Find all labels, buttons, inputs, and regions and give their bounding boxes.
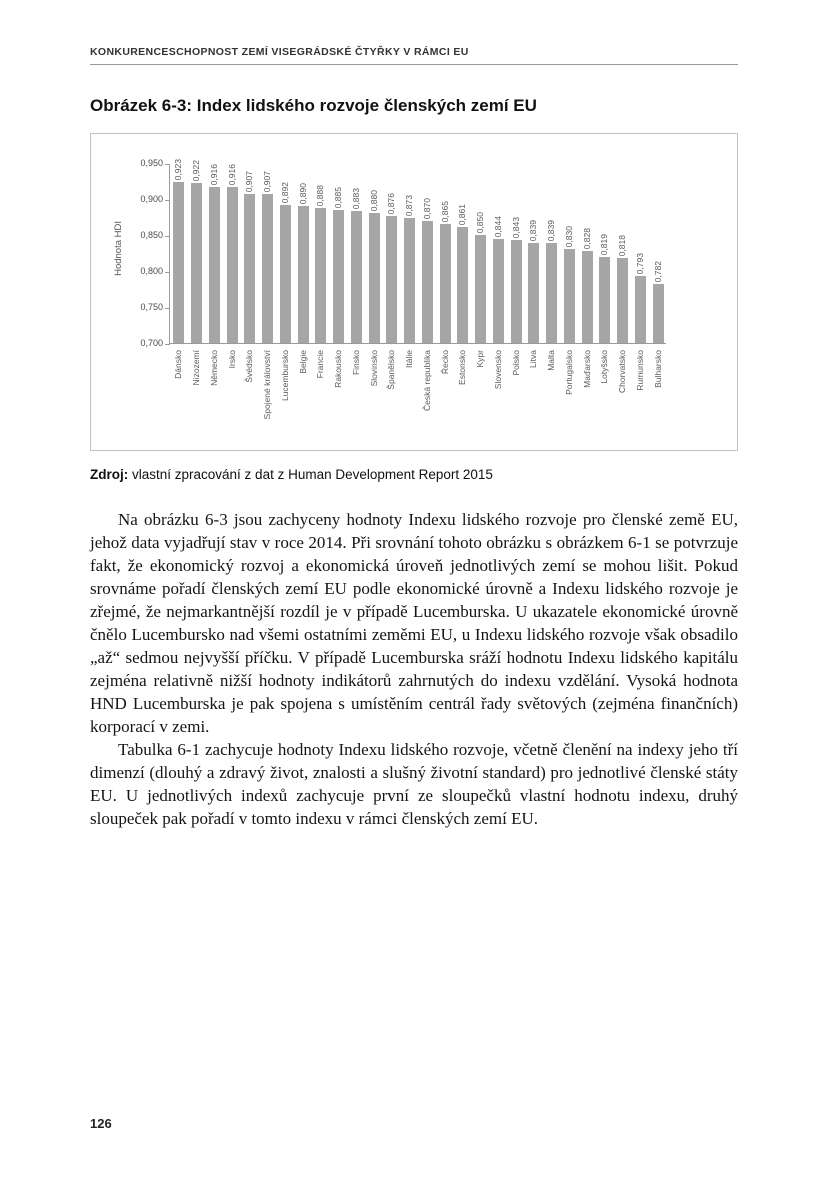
y-tick-label: 0,950 xyxy=(140,158,163,168)
chart-bar xyxy=(528,243,539,343)
chart-bar xyxy=(191,183,202,343)
figure-title: Obrázek 6-3: Index lidského rozvoje členských zemí EU xyxy=(90,96,537,115)
y-axis-title: Hodnota HDI xyxy=(113,221,124,276)
source-text: vlastní zpracování z dat z Human Development Report 2015 xyxy=(128,467,493,482)
bar-value-label: 0,850 xyxy=(475,211,486,233)
bar-value-label: 0,830 xyxy=(563,225,574,247)
chart-bar xyxy=(369,213,380,343)
bar-value-label: 0,873 xyxy=(404,194,415,216)
bar-value-label: 0,888 xyxy=(315,184,326,206)
header-rule xyxy=(90,64,738,65)
y-tick-mark xyxy=(165,308,170,309)
category-label: Litva xyxy=(528,350,539,368)
bar-value-label: 0,923 xyxy=(173,158,184,180)
bar-value-label: 0,843 xyxy=(510,216,521,238)
bar-value-label: 0,818 xyxy=(617,234,628,256)
bar-value-label: 0,916 xyxy=(226,163,237,185)
chart-bar xyxy=(457,227,468,343)
category-label: Malta xyxy=(546,350,557,371)
bar-value-label: 0,844 xyxy=(492,215,503,237)
bar-value-label: 0,922 xyxy=(191,159,202,181)
category-label: Slovensko xyxy=(492,350,503,390)
category-label: Finsko xyxy=(350,350,361,376)
bar-value-label: 0,839 xyxy=(546,219,557,241)
chart-plot xyxy=(169,158,666,420)
category-label: Portugalsko xyxy=(563,350,574,395)
bar-value-label: 0,883 xyxy=(350,187,361,209)
category-label: Kypr xyxy=(475,350,486,368)
bar-value-label: 0,907 xyxy=(262,170,273,192)
bar-value-label: 0,890 xyxy=(297,182,308,204)
category-label: Řecko xyxy=(439,350,450,375)
source-line xyxy=(90,467,738,482)
bar-value-label: 0,907 xyxy=(244,170,255,192)
category-label: Polsko xyxy=(510,350,521,376)
chart-bar xyxy=(404,218,415,343)
page-number: 126 xyxy=(90,1116,112,1131)
category-label: Lotyšsko xyxy=(599,350,610,384)
y-tick-label: 0,700 xyxy=(140,338,163,348)
bar-value-label: 0,828 xyxy=(581,227,592,249)
category-label: Itálie xyxy=(404,350,415,368)
y-tick-mark xyxy=(165,272,170,273)
category-label: Slovinsko xyxy=(368,350,379,387)
category-label: Nizozemí xyxy=(191,350,202,386)
y-tick-mark xyxy=(165,164,170,165)
y-tick-label: 0,800 xyxy=(140,266,163,276)
chart-bar xyxy=(493,239,504,343)
category-label: Irsko xyxy=(226,350,237,369)
category-label: Dánsko xyxy=(173,350,184,379)
bar-value-label: 0,865 xyxy=(439,200,450,222)
chart-bar xyxy=(333,210,344,343)
category-label: Česká republika xyxy=(421,350,432,411)
running-header: KONKURENCESCHOPNOST ZEMÍ VISEGRÁDSKÉ ČTYŘKY V RÁMCI EU xyxy=(90,46,469,58)
y-tick-mark xyxy=(165,200,170,201)
category-label: Bulharsko xyxy=(652,350,663,388)
y-tick-mark xyxy=(165,236,170,237)
chart-bar xyxy=(315,208,326,343)
source-label: Zdroj: xyxy=(90,467,129,482)
bar-value-label: 0,876 xyxy=(386,192,397,214)
category-label: Lucembursko xyxy=(279,350,290,402)
chart-bar xyxy=(582,251,593,343)
chart-bar xyxy=(298,206,309,343)
bar-value-label: 0,782 xyxy=(652,260,663,282)
chart-bar xyxy=(262,194,273,343)
chart-bar xyxy=(635,276,646,343)
chart-bar xyxy=(173,182,184,343)
chart-bar xyxy=(280,205,291,343)
category-label: Německo xyxy=(208,350,219,386)
chart-bar xyxy=(653,284,664,343)
category-label: Španělsko xyxy=(386,350,397,390)
bar-value-label: 0,880 xyxy=(368,189,379,211)
chart-bar xyxy=(422,221,433,343)
y-tick-label: 0,850 xyxy=(140,230,163,240)
category-label: Estonsko xyxy=(457,350,468,385)
chart-bar xyxy=(617,258,628,343)
chart-bar xyxy=(475,235,486,343)
chart-bar xyxy=(546,243,557,343)
category-label: Spojené království xyxy=(262,350,273,420)
y-tick-label: 0,900 xyxy=(140,194,163,204)
paragraph: Na obrázku 6-3 jsou zachyceny hodnoty Indexu lidského rozvoje pro členské země EU, jehož data vyjadřují stav v roce 2014. Při srovnání tohoto obrázku s obrázkem 6-1 se potvrzuje fakt, že ekonomický rozvoj a ekonomická úroveň jednotlivých zemí se mohou lišit. Pokud srovnáme pořadí členských zemí EU podle ekonomické úrovně a Indexu lidského rozvoje je zřejmé, že nejmarkantnější rozdíl je v případě Lucemburska. U ukazatele ekonomické úrovně čnělo Lucembursko nad všemi ostatními zeměmi EU, u Indexu lidského rozvoje však obsadilo „až“ sedmou nejvyšší příčku. V případě Lucemburska sráží hodnotu Indexu lidského kapitálu zejména relativně nižší hodnoty indikátorů zahrnutých do indexu vzdělání. Vysoká hodnota HND Lucemburska je pak spojena s umístěním centrál řady světových (zejména finančních) korporací v zemi. xyxy=(90,510,738,736)
chart-bar xyxy=(386,216,397,343)
category-label: Chorvatsko xyxy=(617,350,628,393)
bar-value-label: 0,819 xyxy=(599,233,610,255)
bar-value-label: 0,793 xyxy=(634,252,645,274)
bar-value-label: 0,916 xyxy=(208,163,219,185)
chart-bar xyxy=(209,187,220,343)
bar-value-label: 0,870 xyxy=(421,197,432,219)
bar-value-label: 0,885 xyxy=(333,186,344,208)
y-tick-mark xyxy=(165,344,170,345)
chart-bar xyxy=(564,249,575,343)
chart-bar xyxy=(227,187,238,343)
chart-bar xyxy=(440,224,451,343)
bar-value-label: 0,861 xyxy=(457,203,468,225)
chart-bar xyxy=(244,194,255,343)
hdi-bar-chart xyxy=(90,133,738,451)
bar-value-label: 0,839 xyxy=(528,219,539,241)
chart-bar xyxy=(351,211,362,343)
chart-bar xyxy=(511,240,522,343)
category-label: Švédsko xyxy=(244,350,255,383)
y-tick-label: 0,750 xyxy=(140,302,163,312)
category-label: Rumunsko xyxy=(634,350,645,391)
category-label: Rakousko xyxy=(333,350,344,388)
chart-bar xyxy=(599,257,610,343)
body-text xyxy=(90,508,738,830)
category-label: Maďarsko xyxy=(581,350,592,388)
category-label: Francie xyxy=(315,350,326,379)
category-label: Belgie xyxy=(297,350,308,374)
bar-value-label: 0,892 xyxy=(279,181,290,203)
paragraph: Tabulka 6-1 zachycuje hodnoty Indexu lidského rozvoje, včetně členění na indexy jeho tří dimenzí (dlouhý a zdravý život, znalosti a slušný životní standard) pro jednotlivé členské státy EU. U jednotlivých indexů zachycuje první ze sloupečků vlastní hodnotu indexu, druhý sloupeček pak pořadí v tomto indexu v rámci členských zemí EU. xyxy=(90,740,738,828)
